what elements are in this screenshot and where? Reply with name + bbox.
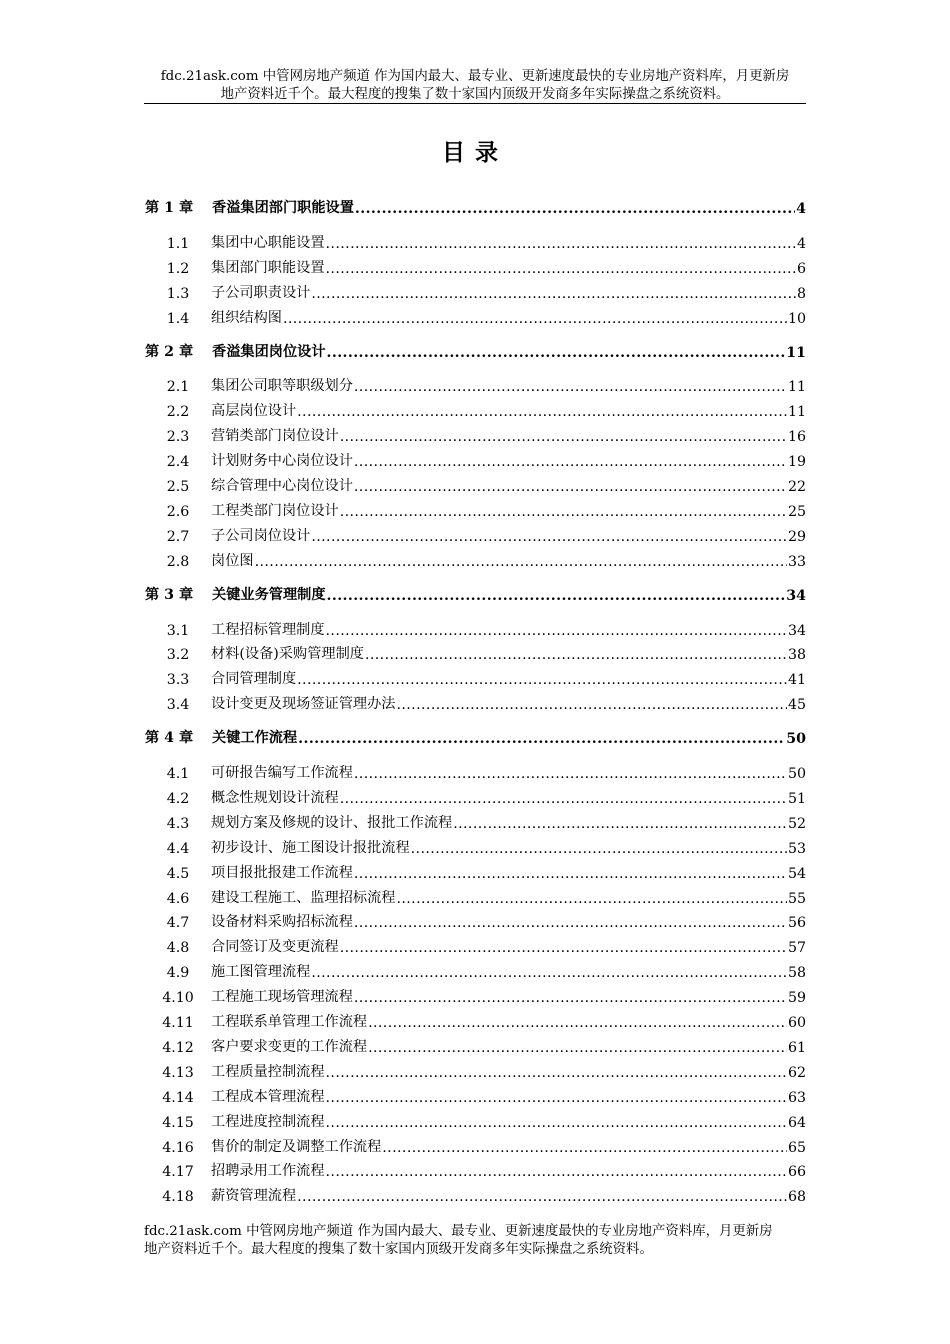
section-number: 3.4 bbox=[166, 697, 190, 714]
section-number: 4.12 bbox=[162, 1039, 194, 1056]
page-number: 38 bbox=[787, 647, 806, 664]
section-title: 规划方案及修规的设计、报批工作流程 bbox=[211, 814, 453, 831]
toc-entry-4-12[interactable] bbox=[145, 1031, 806, 1056]
page-number: 34 bbox=[786, 587, 806, 604]
toc-entry-4-16[interactable] bbox=[145, 1131, 806, 1156]
page-number: 11 bbox=[787, 379, 806, 396]
toc-entry-1-4[interactable] bbox=[145, 302, 806, 327]
toc-chapter-1[interactable] bbox=[145, 193, 806, 217]
dot-leader bbox=[354, 454, 787, 470]
page-number: 55 bbox=[787, 890, 806, 907]
toc-entry-2-8[interactable] bbox=[145, 545, 806, 570]
section-title: 工程成本管理流程 bbox=[211, 1088, 325, 1105]
chapter-number: 第 3 章 bbox=[145, 586, 194, 603]
section-title: 子公司岗位设计 bbox=[211, 527, 311, 544]
chapter-title: 香溢集团部门职能设置 bbox=[212, 200, 354, 216]
toc-entry-2-4[interactable] bbox=[145, 445, 806, 470]
section-number: 1.2 bbox=[166, 260, 190, 277]
dot-leader bbox=[382, 1140, 787, 1156]
section-title: 项目报批报建工作流程 bbox=[211, 864, 353, 881]
section-number: 4.6 bbox=[166, 890, 190, 907]
dot-leader bbox=[340, 940, 787, 956]
section-title: 组织结构图 bbox=[211, 309, 282, 326]
section-title: 招聘录用工作流程 bbox=[211, 1163, 325, 1180]
footer-line-2: 地产资料近千个。最大程度的搜集了数十家国内顶级开发商多年实际操盘之系统资料。 bbox=[144, 1242, 653, 1257]
header-line-2: 地产资料近千个。最大程度的搜集了数十家国内顶级开发商多年实际操盘之系统资料。 bbox=[220, 87, 730, 102]
section-number: 4.10 bbox=[162, 990, 194, 1007]
dot-leader bbox=[326, 1090, 787, 1106]
toc-entry-4-3[interactable] bbox=[145, 807, 806, 832]
section-title: 子公司职责设计 bbox=[211, 284, 311, 301]
page-header bbox=[144, 68, 806, 104]
section-title: 薪资管理流程 bbox=[211, 1188, 297, 1205]
section-title: 客户要求变更的工作流程 bbox=[211, 1038, 368, 1055]
page-number: 4 bbox=[796, 235, 806, 252]
dot-leader bbox=[354, 766, 787, 782]
section-title: 建设工程施工、监理招标流程 bbox=[211, 889, 396, 906]
toc-entry-2-7[interactable] bbox=[145, 520, 806, 545]
footer-line-1: fdc.21ask.com 中管网房地产频道 作为国内最大、最专业、更新速度最快的专业房地产资料库，月更新房 bbox=[144, 1224, 773, 1239]
toc-entry-3-3[interactable] bbox=[145, 663, 806, 688]
section-title: 合同管理制度 bbox=[211, 671, 297, 688]
section-number: 4.18 bbox=[162, 1189, 194, 1206]
spacer bbox=[145, 747, 806, 757]
page-number: 8 bbox=[796, 285, 806, 302]
page-number: 22 bbox=[787, 479, 806, 496]
toc-entry-2-5[interactable] bbox=[145, 470, 806, 495]
section-title: 工程质量控制流程 bbox=[211, 1063, 325, 1080]
section-number: 4.8 bbox=[166, 940, 190, 957]
dot-leader bbox=[396, 697, 786, 713]
spacer bbox=[145, 361, 806, 371]
section-number: 1.3 bbox=[166, 285, 190, 302]
page-number: 64 bbox=[787, 1114, 806, 1131]
chapter-title: 香溢集团岗位设计 bbox=[212, 343, 326, 360]
chapter-number: 第 1 章 bbox=[145, 200, 194, 216]
page-number: 61 bbox=[787, 1039, 806, 1056]
dot-leader bbox=[297, 404, 787, 420]
page-number: 51 bbox=[787, 791, 806, 808]
page-number: 58 bbox=[787, 965, 806, 982]
page-number: 57 bbox=[787, 940, 806, 957]
toc-title: 目录 bbox=[442, 139, 508, 166]
toc-entry-4-14[interactable] bbox=[145, 1081, 806, 1106]
toc-chapter-2[interactable] bbox=[145, 327, 806, 361]
page-number: 10 bbox=[787, 310, 806, 327]
page-number: 63 bbox=[787, 1089, 806, 1106]
section-number: 4.1 bbox=[166, 766, 190, 783]
section-title: 初步设计、施工图设计报批流程 bbox=[211, 839, 410, 856]
dot-leader bbox=[326, 623, 787, 639]
dot-leader bbox=[298, 731, 785, 747]
dot-leader bbox=[297, 1189, 787, 1205]
dot-leader bbox=[453, 816, 787, 832]
dot-leader bbox=[326, 1115, 787, 1131]
section-number: 4.5 bbox=[166, 865, 190, 882]
section-title: 集团公司职等职级划分 bbox=[211, 378, 353, 395]
dot-leader bbox=[340, 791, 787, 807]
toc-entry-4-15[interactable] bbox=[145, 1106, 806, 1131]
toc-entry-4-2[interactable] bbox=[145, 782, 806, 807]
dot-leader bbox=[340, 504, 787, 520]
section-title: 工程进度控制流程 bbox=[211, 1113, 325, 1130]
section-title: 设计变更及现场签证管理办法 bbox=[211, 696, 396, 713]
dot-leader bbox=[283, 311, 787, 327]
page-number: 11 bbox=[786, 344, 806, 361]
dot-leader bbox=[327, 588, 786, 604]
page-number: 54 bbox=[787, 865, 806, 882]
toc-entry-1-1[interactable] bbox=[145, 227, 806, 252]
section-title: 高层岗位设计 bbox=[211, 403, 297, 420]
page-number: 68 bbox=[787, 1189, 806, 1206]
section-number: 2.2 bbox=[166, 404, 190, 421]
page-number: 50 bbox=[787, 766, 806, 783]
page-number: 59 bbox=[787, 990, 806, 1007]
toc-entry-4-1[interactable] bbox=[145, 757, 806, 782]
toc-entry-1-3[interactable] bbox=[145, 277, 806, 302]
section-number: 3.1 bbox=[166, 622, 190, 639]
section-number: 4.3 bbox=[166, 815, 190, 832]
page-number: 25 bbox=[787, 503, 806, 520]
page-number: 56 bbox=[787, 915, 806, 932]
toc-entry-2-3[interactable] bbox=[145, 420, 806, 445]
section-number: 2.1 bbox=[166, 379, 190, 396]
page-number: 16 bbox=[787, 429, 806, 446]
page-number: 34 bbox=[787, 622, 806, 639]
section-number: 4.11 bbox=[162, 1015, 194, 1032]
section-title: 集团中心职能设置 bbox=[211, 234, 325, 251]
section-number: 2.4 bbox=[166, 454, 190, 471]
dot-leader bbox=[354, 915, 787, 931]
toc-chapter-3[interactable] bbox=[145, 570, 806, 604]
dot-leader bbox=[365, 647, 787, 663]
section-title: 工程施工现场管理流程 bbox=[211, 989, 353, 1006]
toc-entry-4-6[interactable] bbox=[145, 882, 806, 907]
dot-leader bbox=[354, 479, 787, 495]
section-title: 综合管理中心岗位设计 bbox=[211, 478, 353, 495]
section-number: 4.15 bbox=[162, 1114, 194, 1131]
header-divider bbox=[144, 103, 806, 104]
section-title: 岗位图 bbox=[211, 552, 254, 569]
section-title: 概念性规划设计流程 bbox=[211, 790, 339, 807]
section-title: 材料(设备)采购管理制度 bbox=[211, 646, 364, 663]
toc-entry-2-6[interactable] bbox=[145, 495, 806, 520]
dot-leader bbox=[355, 201, 795, 217]
toc-entry-3-2[interactable] bbox=[145, 639, 806, 664]
section-number: 3.2 bbox=[166, 647, 190, 664]
dot-leader bbox=[255, 554, 787, 570]
page-number: 45 bbox=[787, 697, 806, 714]
section-number: 2.6 bbox=[166, 503, 190, 520]
section-title: 合同签订及变更流程 bbox=[211, 939, 339, 956]
section-title: 工程类部门岗位设计 bbox=[211, 502, 339, 519]
page-number: 60 bbox=[787, 1015, 806, 1032]
dot-leader bbox=[354, 379, 787, 395]
page-number: 41 bbox=[787, 672, 806, 689]
section-number: 3.3 bbox=[166, 672, 190, 689]
page-number: 6 bbox=[796, 260, 806, 277]
chapter-title: 关键工作流程 bbox=[212, 730, 298, 747]
dot-leader bbox=[396, 891, 786, 907]
toc-chapter-4[interactable] bbox=[145, 713, 806, 747]
toc-entry-4-5[interactable] bbox=[145, 857, 806, 882]
section-title: 可研报告编写工作流程 bbox=[211, 765, 353, 782]
page-number: 29 bbox=[787, 528, 806, 545]
section-number: 4.16 bbox=[162, 1139, 194, 1156]
spacer bbox=[145, 604, 806, 614]
toc-entry-1-2[interactable] bbox=[145, 252, 806, 277]
dot-leader bbox=[368, 1040, 787, 1056]
section-number: 4.17 bbox=[162, 1164, 194, 1181]
dot-leader bbox=[326, 1164, 787, 1180]
dot-leader bbox=[368, 1015, 787, 1031]
dot-leader bbox=[326, 236, 796, 252]
section-number: 2.3 bbox=[166, 429, 190, 446]
toc-entry-2-2[interactable] bbox=[145, 395, 806, 420]
table-of-contents bbox=[145, 193, 806, 1205]
toc-entry-4-8[interactable] bbox=[145, 931, 806, 956]
section-title: 设备材料采购招标流程 bbox=[211, 914, 353, 931]
page-number: 11 bbox=[787, 404, 806, 421]
toc-entry-4-13[interactable] bbox=[145, 1056, 806, 1081]
page-footer bbox=[144, 1223, 806, 1259]
section-number: 4.9 bbox=[166, 965, 190, 982]
page-number: 4 bbox=[796, 201, 806, 217]
section-number: 4.7 bbox=[166, 915, 190, 932]
section-number: 1.1 bbox=[166, 235, 190, 252]
toc-entry-4-9[interactable] bbox=[145, 956, 806, 981]
dot-leader bbox=[340, 429, 787, 445]
section-number: 4.14 bbox=[162, 1089, 194, 1106]
dot-leader bbox=[326, 1065, 787, 1081]
dot-leader bbox=[411, 841, 787, 857]
section-title: 工程招标管理制度 bbox=[211, 621, 325, 638]
section-number: 1.4 bbox=[166, 310, 190, 327]
section-title: 计划财务中心岗位设计 bbox=[211, 453, 353, 470]
toc-entry-2-1[interactable] bbox=[145, 371, 806, 396]
section-number: 2.7 bbox=[166, 528, 190, 545]
toc-entry-3-4[interactable] bbox=[145, 688, 806, 713]
section-title: 售价的制定及调整工作流程 bbox=[211, 1138, 382, 1155]
chapter-number: 第 2 章 bbox=[145, 343, 194, 360]
section-title: 施工图管理流程 bbox=[211, 964, 311, 981]
page-number: 50 bbox=[786, 731, 806, 748]
spacer bbox=[145, 217, 806, 227]
chapter-title: 关键业务管理制度 bbox=[212, 586, 326, 603]
dot-leader bbox=[326, 261, 796, 277]
dot-leader bbox=[311, 529, 787, 545]
dot-leader bbox=[311, 286, 796, 302]
toc-entry-4-4[interactable] bbox=[145, 832, 806, 857]
toc-entry-4-11[interactable] bbox=[145, 1006, 806, 1031]
toc-entry-4-10[interactable] bbox=[145, 981, 806, 1006]
section-number: 4.13 bbox=[162, 1064, 194, 1081]
section-number: 2.5 bbox=[166, 479, 190, 496]
toc-entry-4-18[interactable] bbox=[145, 1180, 806, 1205]
toc-entry-4-17[interactable] bbox=[145, 1156, 806, 1181]
page-number: 19 bbox=[787, 454, 806, 471]
page-number: 65 bbox=[787, 1139, 806, 1156]
section-title: 营销类部门岗位设计 bbox=[211, 428, 339, 445]
toc-entry-4-7[interactable] bbox=[145, 907, 806, 932]
page-number: 33 bbox=[787, 553, 806, 570]
dot-leader bbox=[327, 345, 786, 361]
dot-leader bbox=[297, 672, 787, 688]
chapter-number: 第 4 章 bbox=[145, 730, 194, 747]
page-number: 66 bbox=[787, 1164, 806, 1181]
page-number: 53 bbox=[787, 840, 806, 857]
page-number: 62 bbox=[787, 1064, 806, 1081]
section-number: 2.8 bbox=[166, 553, 190, 570]
section-title: 集团部门职能设置 bbox=[211, 259, 325, 276]
dot-leader bbox=[311, 965, 787, 981]
header-line-1: fdc.21ask.com 中管网房地产频道 作为国内最大、最专业、更新速度最快的专业房地产资料库，月更新房 bbox=[160, 69, 790, 84]
section-number: 4.4 bbox=[166, 840, 190, 857]
toc-entry-3-1[interactable] bbox=[145, 614, 806, 639]
section-number: 4.2 bbox=[166, 791, 190, 808]
page-number: 52 bbox=[787, 815, 806, 832]
section-title: 工程联系单管理工作流程 bbox=[211, 1014, 368, 1031]
dot-leader bbox=[354, 990, 787, 1006]
dot-leader bbox=[354, 866, 787, 882]
